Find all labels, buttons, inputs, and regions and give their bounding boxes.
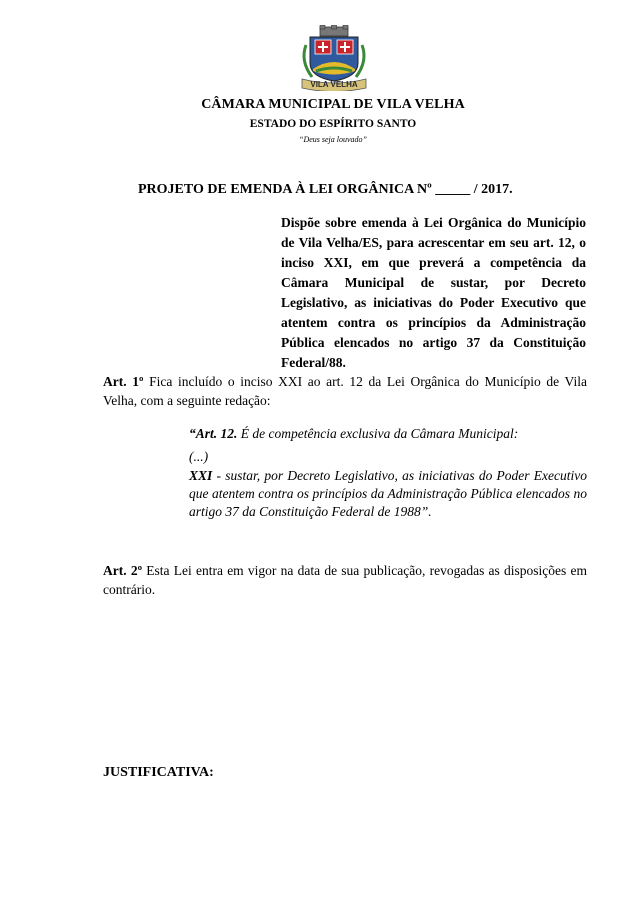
article-1: [103, 372, 587, 410]
justification-heading: JUSTIFICATIVA:: [103, 765, 214, 780]
quoted-article-12: [189, 425, 587, 443]
quoted-article-label: “Art. 12.: [189, 426, 238, 441]
svg-text:VILA VELHA: VILA VELHA: [310, 80, 358, 89]
quoted-article-text: É de competência exclusiva da Câmara Municipal:: [237, 426, 519, 441]
article-2: [103, 561, 587, 599]
quoted-inciso-xxi: [189, 467, 587, 521]
motto: “Deus seja louvado”: [299, 135, 367, 144]
article-1-label: Art. 1º: [103, 374, 144, 389]
inciso-label: XXI: [189, 468, 213, 483]
article-1-text: Fica incluído o inciso XXI ao art. 12 da Lei Orgânica do Município de Vila Velha, com a seguinte redação:: [103, 374, 587, 408]
chamber-name: CÂMARA MUNICIPAL DE VILA VELHA: [201, 97, 465, 112]
municipal-crest-logo: [296, 25, 372, 91]
bill-title: PROJETO DE EMENDA À LEI ORGÂNICA Nº _____ / 2017.: [138, 182, 513, 197]
article-2-label: Art. 2º: [103, 563, 143, 578]
quoted-ellipsis: (...): [189, 449, 209, 464]
state-name: ESTADO DO ESPÍRITO SANTO: [249, 118, 417, 130]
bill-summary: Dispõe sobre emenda à Lei Orgânica do Município de Vila Velha/ES, para acrescentar em seu art. 12, o inciso XXI, em que preverá a competência da Câmara Municipal de sustar, por Decreto Legislativo, as iniciativas do Poder Executivo que atentem contra os princípios da Administração Pública elencados no artigo 37 da Constituição Federal/88.: [281, 215, 586, 370]
article-2-text: Esta Lei entra em vigor na data de sua publicação, revogadas as disposições em contrário.: [103, 563, 587, 597]
inciso-text: - sustar, por Decreto Legislativo, as iniciativas do Poder Executivo que atentem contra os princípios da Administração Pública elencados no artigo 37 da Constituição Federal de 1988”.: [189, 468, 587, 519]
